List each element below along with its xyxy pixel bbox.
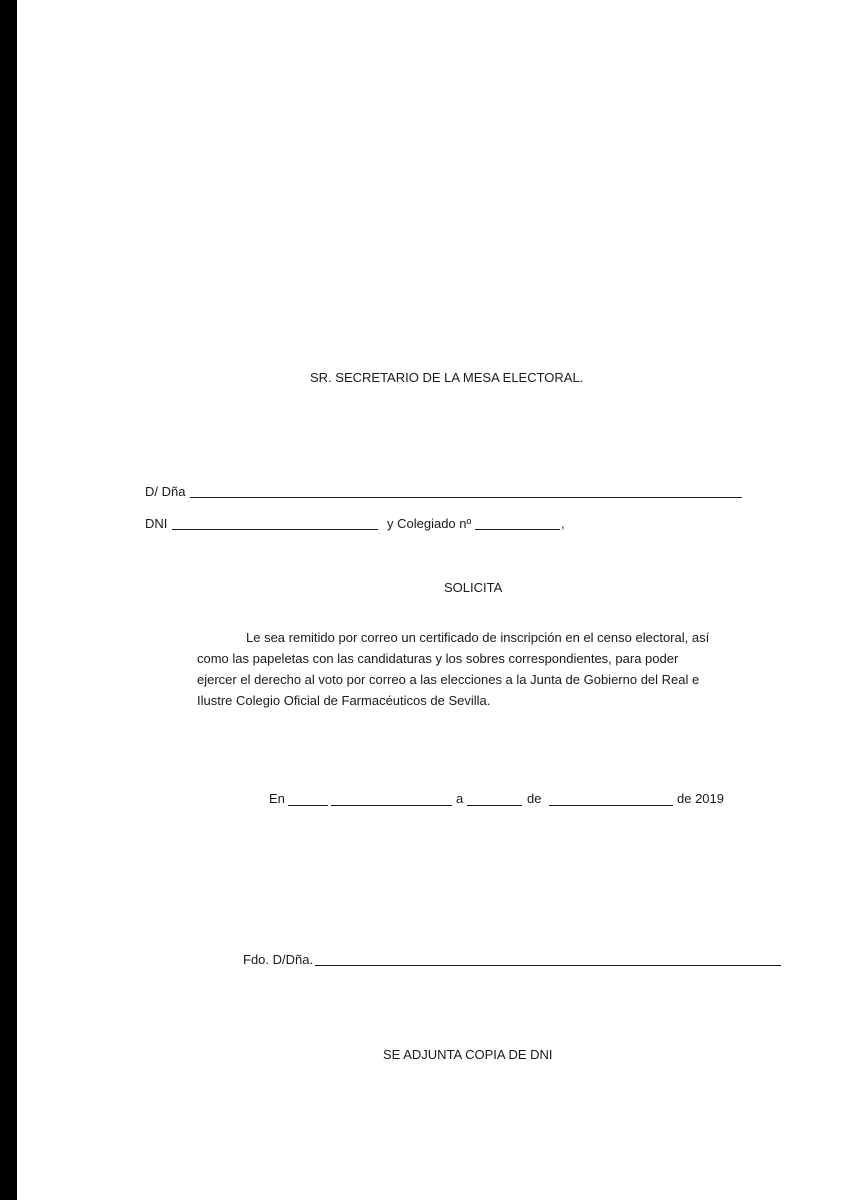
- addressee-heading: SR. SECRETARIO DE LA MESA ELECTORAL.: [310, 370, 584, 385]
- paragraph-line-2: como las papeletas con las candidaturas y los sobres correspondientes, para poder: [197, 651, 679, 666]
- date-en-label: En: [269, 791, 285, 806]
- date-year-text: de 2019: [677, 791, 724, 806]
- request-paragraph: [197, 627, 737, 711]
- place-field-line-2[interactable]: [331, 805, 452, 806]
- paragraph-line-3: ejercer el derecho al voto por correo a las elecciones a la Junta de Gobierno del Real e: [197, 672, 700, 687]
- left-edge-bar: [0, 0, 17, 1200]
- solicita-heading: SOLICITA: [444, 580, 503, 595]
- colegiado-label: y Colegiado nº: [387, 516, 472, 531]
- day-field-line[interactable]: [467, 805, 522, 806]
- colegiado-comma: ,: [561, 516, 565, 531]
- paragraph-line-4: Ilustre Colegio Oficial de Farmacéuticos de Sevilla.: [197, 693, 491, 708]
- document-page: [17, 0, 858, 1200]
- date-de-label: de: [527, 791, 542, 806]
- paragraph-line-1: Le sea remitido por correo un certificado de inscripción en el censo electoral, así: [246, 630, 710, 645]
- date-a-label: a: [456, 791, 464, 806]
- dni-field-line[interactable]: [172, 529, 378, 530]
- signature-label: Fdo. D/Dña.: [243, 952, 314, 967]
- month-field-line[interactable]: [549, 805, 673, 806]
- signature-field-line[interactable]: [315, 965, 781, 966]
- dni-label: DNI: [145, 516, 168, 531]
- footer-note: SE ADJUNTA COPIA DE DNI: [383, 1047, 553, 1062]
- place-field-line-1[interactable]: [288, 805, 328, 806]
- name-label: D/ Dña: [145, 484, 186, 499]
- colegiado-field-line[interactable]: [475, 529, 560, 530]
- name-field-line[interactable]: [190, 497, 742, 498]
